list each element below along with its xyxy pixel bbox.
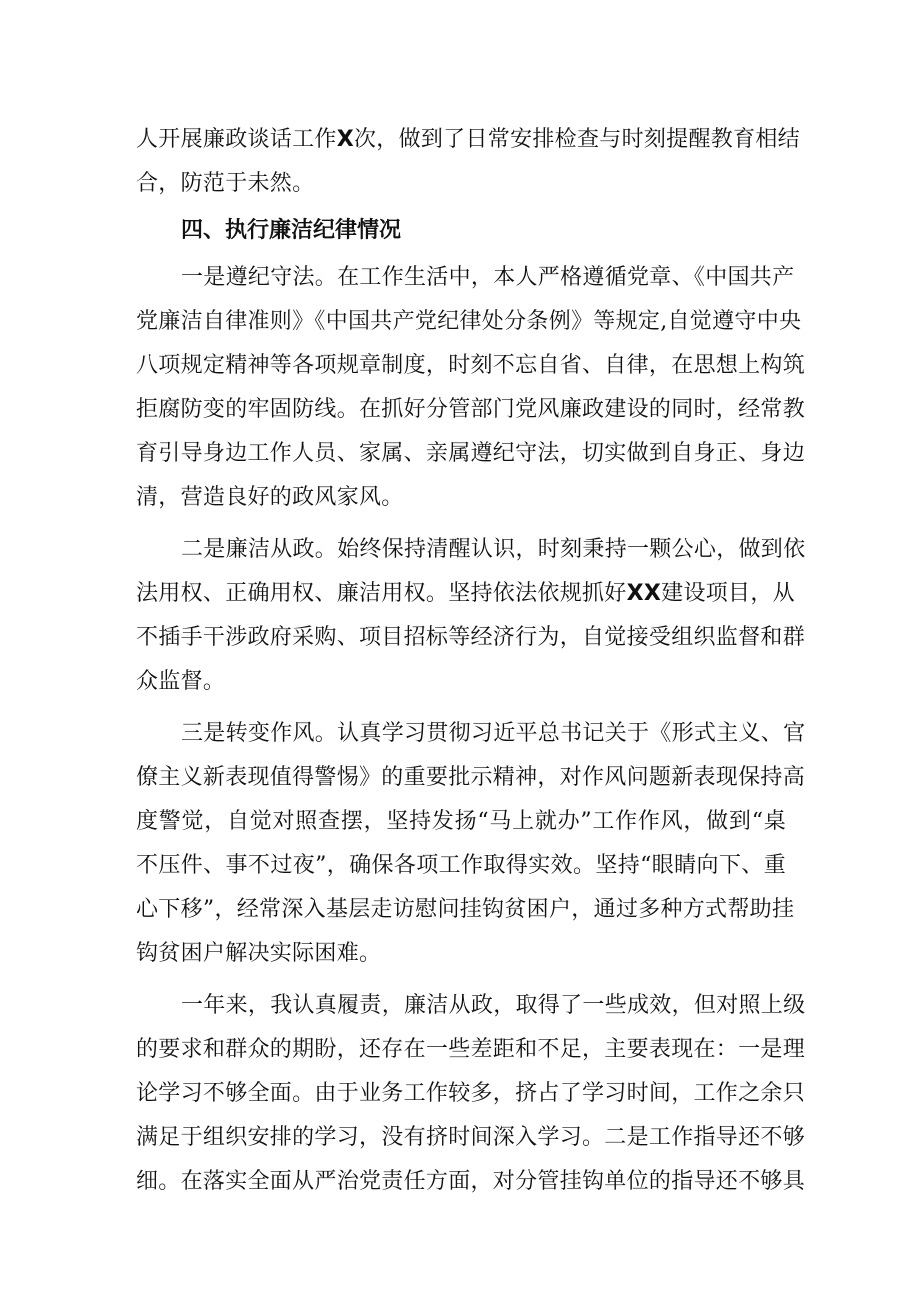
spacer <box>136 976 786 984</box>
text-line: 细。在落实全面从严治党责任方面，对分管挂钩单位的指导还不够具 <box>136 1169 806 1194</box>
text-line: 清，营造良好的政风家风。 <box>136 485 404 510</box>
text-line <box>136 572 795 616</box>
text-line: 拒腐防变的牢固防线。在抓好分管部门党风廉政建设的同时，经常教 <box>136 397 806 422</box>
section-heading: 四、执行廉洁纪律情况 <box>181 218 402 243</box>
text-line: 不插手干涉政府采购、项目招标等经济行为，自觉接受组织监督和群 <box>136 625 806 650</box>
paragraph-continued <box>136 118 800 206</box>
text-line: 度警觉，自觉对照查摆，坚持发扬“马上就办”工作作风，做到“桌 <box>136 809 786 834</box>
text-line: 一年来，我认真履责，廉洁从政，取得了一些成效，但对照上级 <box>181 993 806 1018</box>
placeholder-count: X <box>336 127 354 152</box>
text-segment: 建设项目，从 <box>661 581 795 606</box>
text-line: 钩贫困户解决实际困难。 <box>136 941 382 966</box>
text-line: 育引导身边工作人员、家属、亲属遵纪守法，切实做到自身正、身边 <box>136 441 806 466</box>
text-line: 不压件、事不过夜”，确保各项工作取得实效。坚持“眼睛向下、重 <box>136 853 786 878</box>
paragraph-discipline <box>136 256 806 520</box>
paragraph-summary <box>136 984 806 1204</box>
text-line: 八项规定精神等各项规章制度，时刻不忘自省、自律，在思想上构筑 <box>136 353 806 378</box>
text-line: 党廉洁自律准则》《中国共产党纪律处分条例》等规定,自觉遵守中央 <box>136 309 802 334</box>
text-line: 三是转变作风。认真学习贯彻习近平总书记关于《形式主义、官 <box>181 721 806 746</box>
text-line: 心下移”，经常深入基层走访慰问挂钩贫困户，通过多种方式帮助挂 <box>136 897 795 922</box>
paragraph-integrity <box>136 528 806 704</box>
placeholder-project: XX <box>626 581 662 606</box>
document-page <box>136 118 806 1204</box>
text-line: 满足于组织安排的学习，没有挤时间深入学习。二是工作指导还不够 <box>136 1125 806 1150</box>
text-line <box>136 118 800 162</box>
text-line: 一是遵纪守法。在工作生活中，本人严格遵循党章、《中国共产 <box>181 265 795 290</box>
paragraph-style <box>136 712 806 976</box>
text-line: 合，防范于未然。 <box>136 171 315 196</box>
text-line: 二是廉洁从政。始终保持清醒认识，时刻秉持一颗公心，做到依 <box>181 537 806 562</box>
text-segment: 次，做到了日常安排检查与时刻提醒教育相结 <box>353 127 800 152</box>
text-line: 的要求和群众的期盼，还存在一些差距和不足，主要表现在：一是理 <box>136 1037 806 1062</box>
text-line: 众监督。 <box>136 669 226 694</box>
text-line: 僚主义新表现值得警惕》的重要批示精神，对作风问题新表现保持高 <box>136 765 806 790</box>
spacer <box>136 520 786 528</box>
text-segment: 法用权、正确用权、廉洁用权。坚持依法依规抓好 <box>136 581 627 606</box>
spacer <box>136 704 786 712</box>
text-line: 论学习不够全面。由于业务工作较多，挤占了学习时间，工作之余只 <box>136 1081 806 1106</box>
text-segment: 人开展廉政谈话工作 <box>136 127 337 152</box>
